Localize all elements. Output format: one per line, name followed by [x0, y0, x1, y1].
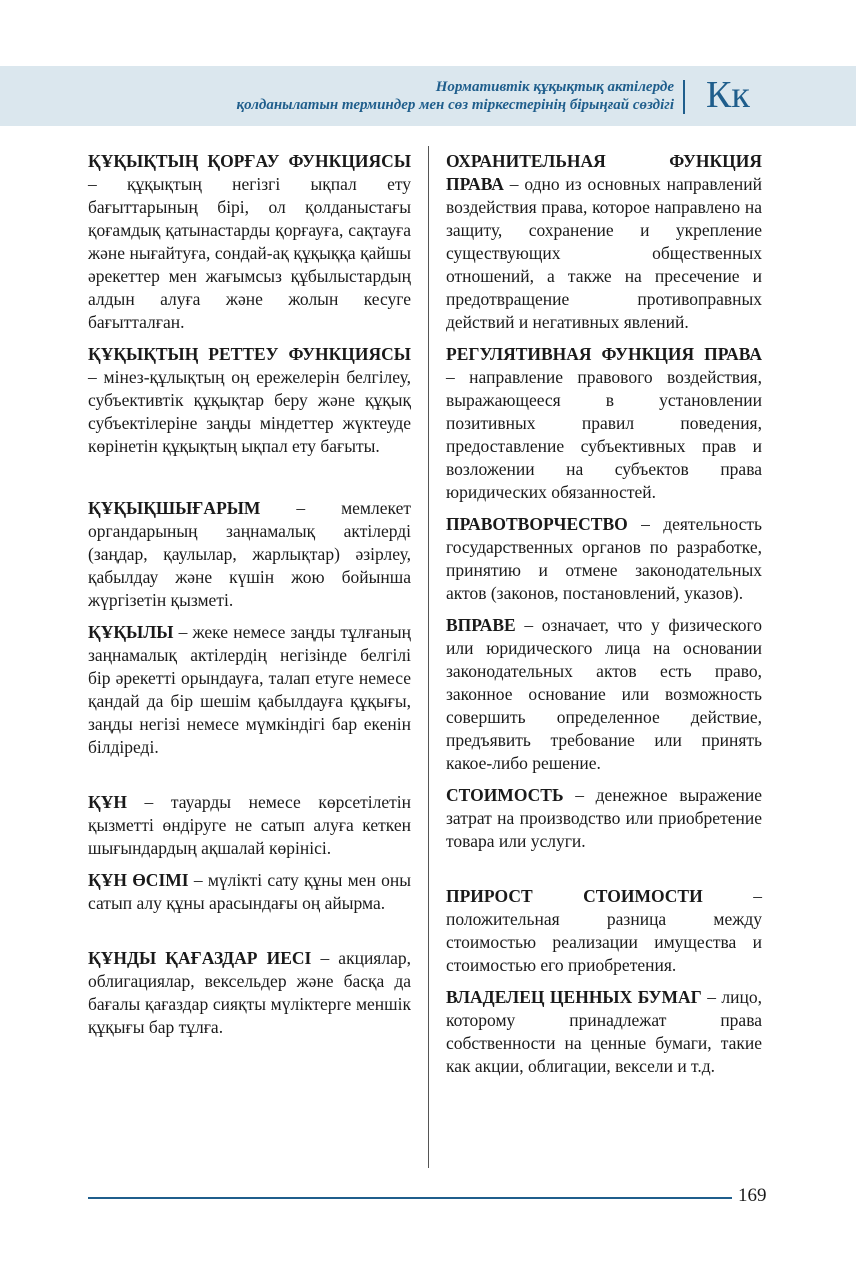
russian-column: [446, 150, 762, 1078]
entry-term: СТОИМОСТЬ: [446, 785, 564, 805]
header-title-line1: Нормативтік құқықтық актілерде: [435, 79, 674, 95]
entry-kk-0: [88, 150, 411, 334]
header-title-line2: қолданылатын терминдер мен сөз тіркестерінің бірыңғай сөздігі: [236, 97, 674, 113]
entry-kk-6: [88, 947, 411, 1039]
entry-kk-2: [88, 497, 411, 612]
entry-definition: – мінез-құлықтың оң ережелерін белгілеу, субъективтік құқықтар беру және құқық субъектілеріне заңды міндеттер жүктеуде көрінетін құқықтың ықпал ету бағыты.: [88, 367, 411, 456]
entry-ru-1: [446, 343, 762, 504]
section-letter: Кк: [706, 74, 750, 116]
entry-definition: – означает, что у физического или юридического лица на основании законодательных актов есть право, законное основание или возможность совершить определенное действие, предъявить требование или принять какое-либо решение.: [446, 615, 762, 773]
entry-definition: – деятельность государственных органов по разработке, принятию и отмене законодательных актов (законов, постановлений, указов).: [446, 514, 762, 603]
entry-definition: – положительная разница между стоимостью реализации имущества и стоимостью его приобретения.: [446, 886, 762, 975]
entry-kk-5: [88, 869, 411, 915]
entry-kk-1: [88, 343, 411, 458]
entry-term: ҚҰҚЫҚШЫҒАРЫМ: [88, 498, 261, 518]
entry-term: ВЛАДЕЛЕЦ ЦЕННЫХ БУМАГ: [446, 987, 702, 1007]
entry-term: ҚҰҚЫҚТЫҢ РЕТТЕУ ФУНКЦИЯСЫ: [88, 344, 411, 364]
entry-term: ПРИРОСТ СТОИМОСТИ: [446, 886, 703, 906]
entry-kk-3: [88, 621, 411, 759]
entry-definition: – мемлекет органдарының заңнамалық актілерді (заңдар, қаулылар, жарлықтар) әзірлеу, қабылдау және күшін жою бойынша жүргізетін қызметі.: [88, 498, 411, 610]
entry-ru-2: [446, 513, 762, 605]
entry-term: ҚҰН: [88, 792, 127, 812]
column-divider: [428, 146, 429, 1168]
entry-definition: – тауарды немесе көрсетілетін қызметті өндіруге не сатып алуға кеткен шығындардың ақшалай көрінісі.: [88, 792, 411, 858]
page-number: 169: [738, 1185, 767, 1206]
header-title: [236, 78, 674, 114]
entry-definition: – направление правового воздействия, выражающееся в установлении позитивных правил поведения, предоставление субъективных прав и возложении на субъектов права юридических обязанностей.: [446, 367, 762, 502]
entry-definition: – денежное выражение затрат на производство или приобретение товара или услуги.: [446, 785, 762, 851]
header-divider: [683, 80, 685, 114]
entry-term: ҚҰҚЫЛЫ: [88, 622, 174, 642]
entry-ru-5: [446, 885, 762, 977]
entry-term: ВПРАВЕ: [446, 615, 516, 635]
entry-definition: – мүлікті сату құны мен оны сатып алу құны арасындағы оң айырма.: [88, 870, 412, 913]
entry-definition: – құқықтың негізгі ықпал ету бағыттарының бірі, ол қолданыстағы қоғамдық қатынастарды қорғауға, сақтауға және нығайтуға, сондай-ақ құқыққа қайшы әрекеттер мен жағымсыз құбылыстардың алдын алуға және жолын кесуге бағытталған.: [88, 174, 411, 332]
entry-ru-6: [446, 986, 762, 1078]
kazakh-column: [88, 150, 411, 1039]
entry-definition: – лицо, которому принадлежат права собственности на ценные бумаги, такие как акции, облигации, вексели и т.д.: [446, 987, 762, 1076]
entry-kk-4: [88, 791, 411, 860]
entry-term: ОХРАНИТЕЛЬНАЯ ФУНКЦИЯ ПРАВА: [446, 151, 762, 194]
entry-term: ҚҰҚЫҚТЫҢ ҚОРҒАУ ФУНКЦИЯСЫ: [88, 151, 411, 171]
entry-definition: – одно из основных направлений воздействия права, которое направлено на защиту, сохранение и укрепление существующих общественных отношений, а также на пресечение и предотвращение противоправных действий и негативных явлений.: [446, 174, 762, 332]
entry-ru-0: [446, 150, 762, 334]
entry-definition: – жеке немесе заңды тұлғаның заңнамалық актілердің негізінде белгілі бір әрекетті орындауға, талап етуге немесе қандай да бір шешім қабылдауға құқығы, заңды негізі немесе мүмкіндігі бар екенін білдіреді.: [88, 622, 411, 757]
entry-term: ПРАВОТВОРЧЕСТВО: [446, 514, 628, 534]
entry-definition: – акциялар, облигациялар, вексельдер және басқа да бағалы қағаздар сияқты мүліктерге меншік құқығы бар тұлға.: [88, 948, 411, 1037]
entry-ru-4: [446, 784, 762, 853]
entry-term: ҚҰН ӨСІМІ: [88, 870, 189, 890]
footer-rule: [88, 1197, 732, 1199]
entry-term: ҚҰНДЫ ҚАҒАЗДАР ИЕСІ: [88, 948, 312, 968]
entry-ru-3: [446, 614, 762, 775]
entry-term: РЕГУЛЯТИВНАЯ ФУНКЦИЯ ПРАВА: [446, 344, 762, 364]
